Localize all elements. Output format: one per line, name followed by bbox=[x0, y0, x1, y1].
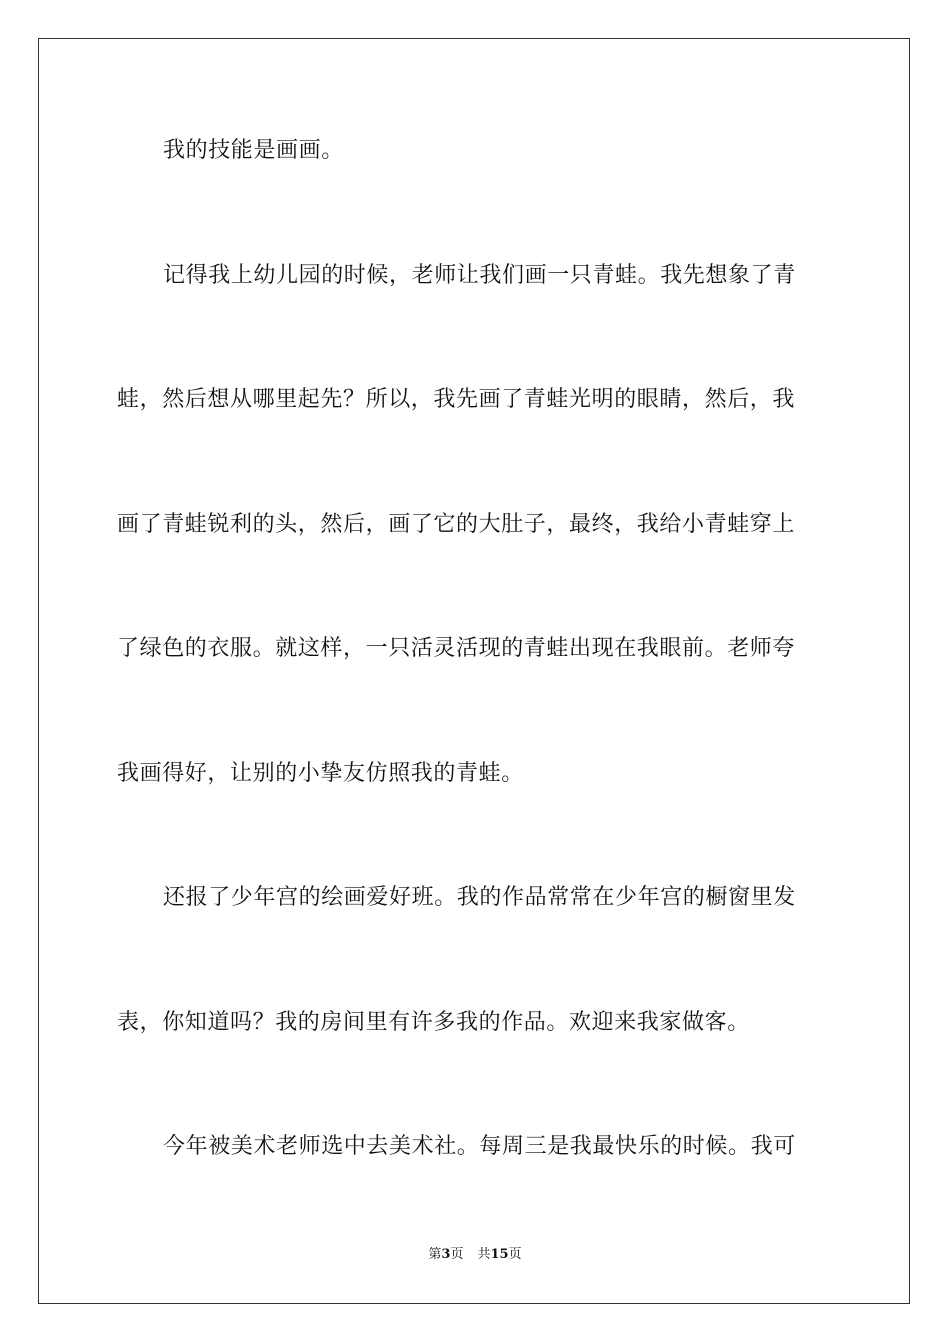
text-line-5: 了绿色的衣服。就这样，一只活灵活现的青蛙出现在我眼前。老师夸 bbox=[117, 636, 796, 661]
text-line-8: 表，你知道吗？我的房间里有许多我的作品。欢迎来我家做客。 bbox=[117, 1010, 750, 1035]
total-pages: 15 bbox=[490, 1247, 509, 1262]
page-prefix: 第 bbox=[428, 1247, 442, 1262]
page-number: 3 bbox=[441, 1247, 451, 1262]
text-line-2: 记得我上幼儿园的时候，老师让我们画一只青蛙。我先想象了青 bbox=[163, 263, 796, 288]
page-border bbox=[38, 38, 910, 1304]
text-line-6: 我画得好，让别的小挚友仿照我的青蛙。 bbox=[117, 761, 524, 786]
text-line-7: 还报了少年宫的绘画爱好班。我的作品常常在少年宫的橱窗里发 bbox=[163, 885, 796, 910]
text-line-1: 我的技能是画画。 bbox=[163, 138, 344, 163]
total-suffix: 页 bbox=[508, 1247, 522, 1262]
text-line-4: 画了青蛙锐利的头，然后，画了它的大肚子，最终，我给小青蛙穿上 bbox=[117, 512, 796, 537]
page-suffix: 页 bbox=[450, 1247, 464, 1262]
total-prefix: 共 bbox=[477, 1247, 491, 1262]
page-footer bbox=[0, 1246, 950, 1264]
text-line-9: 今年被美术老师选中去美术社。每周三是我最快乐的时候。我可 bbox=[163, 1134, 796, 1159]
text-line-3: 蛙，然后想从哪里起先？所以，我先画了青蛙光明的眼睛，然后，我 bbox=[117, 387, 796, 412]
